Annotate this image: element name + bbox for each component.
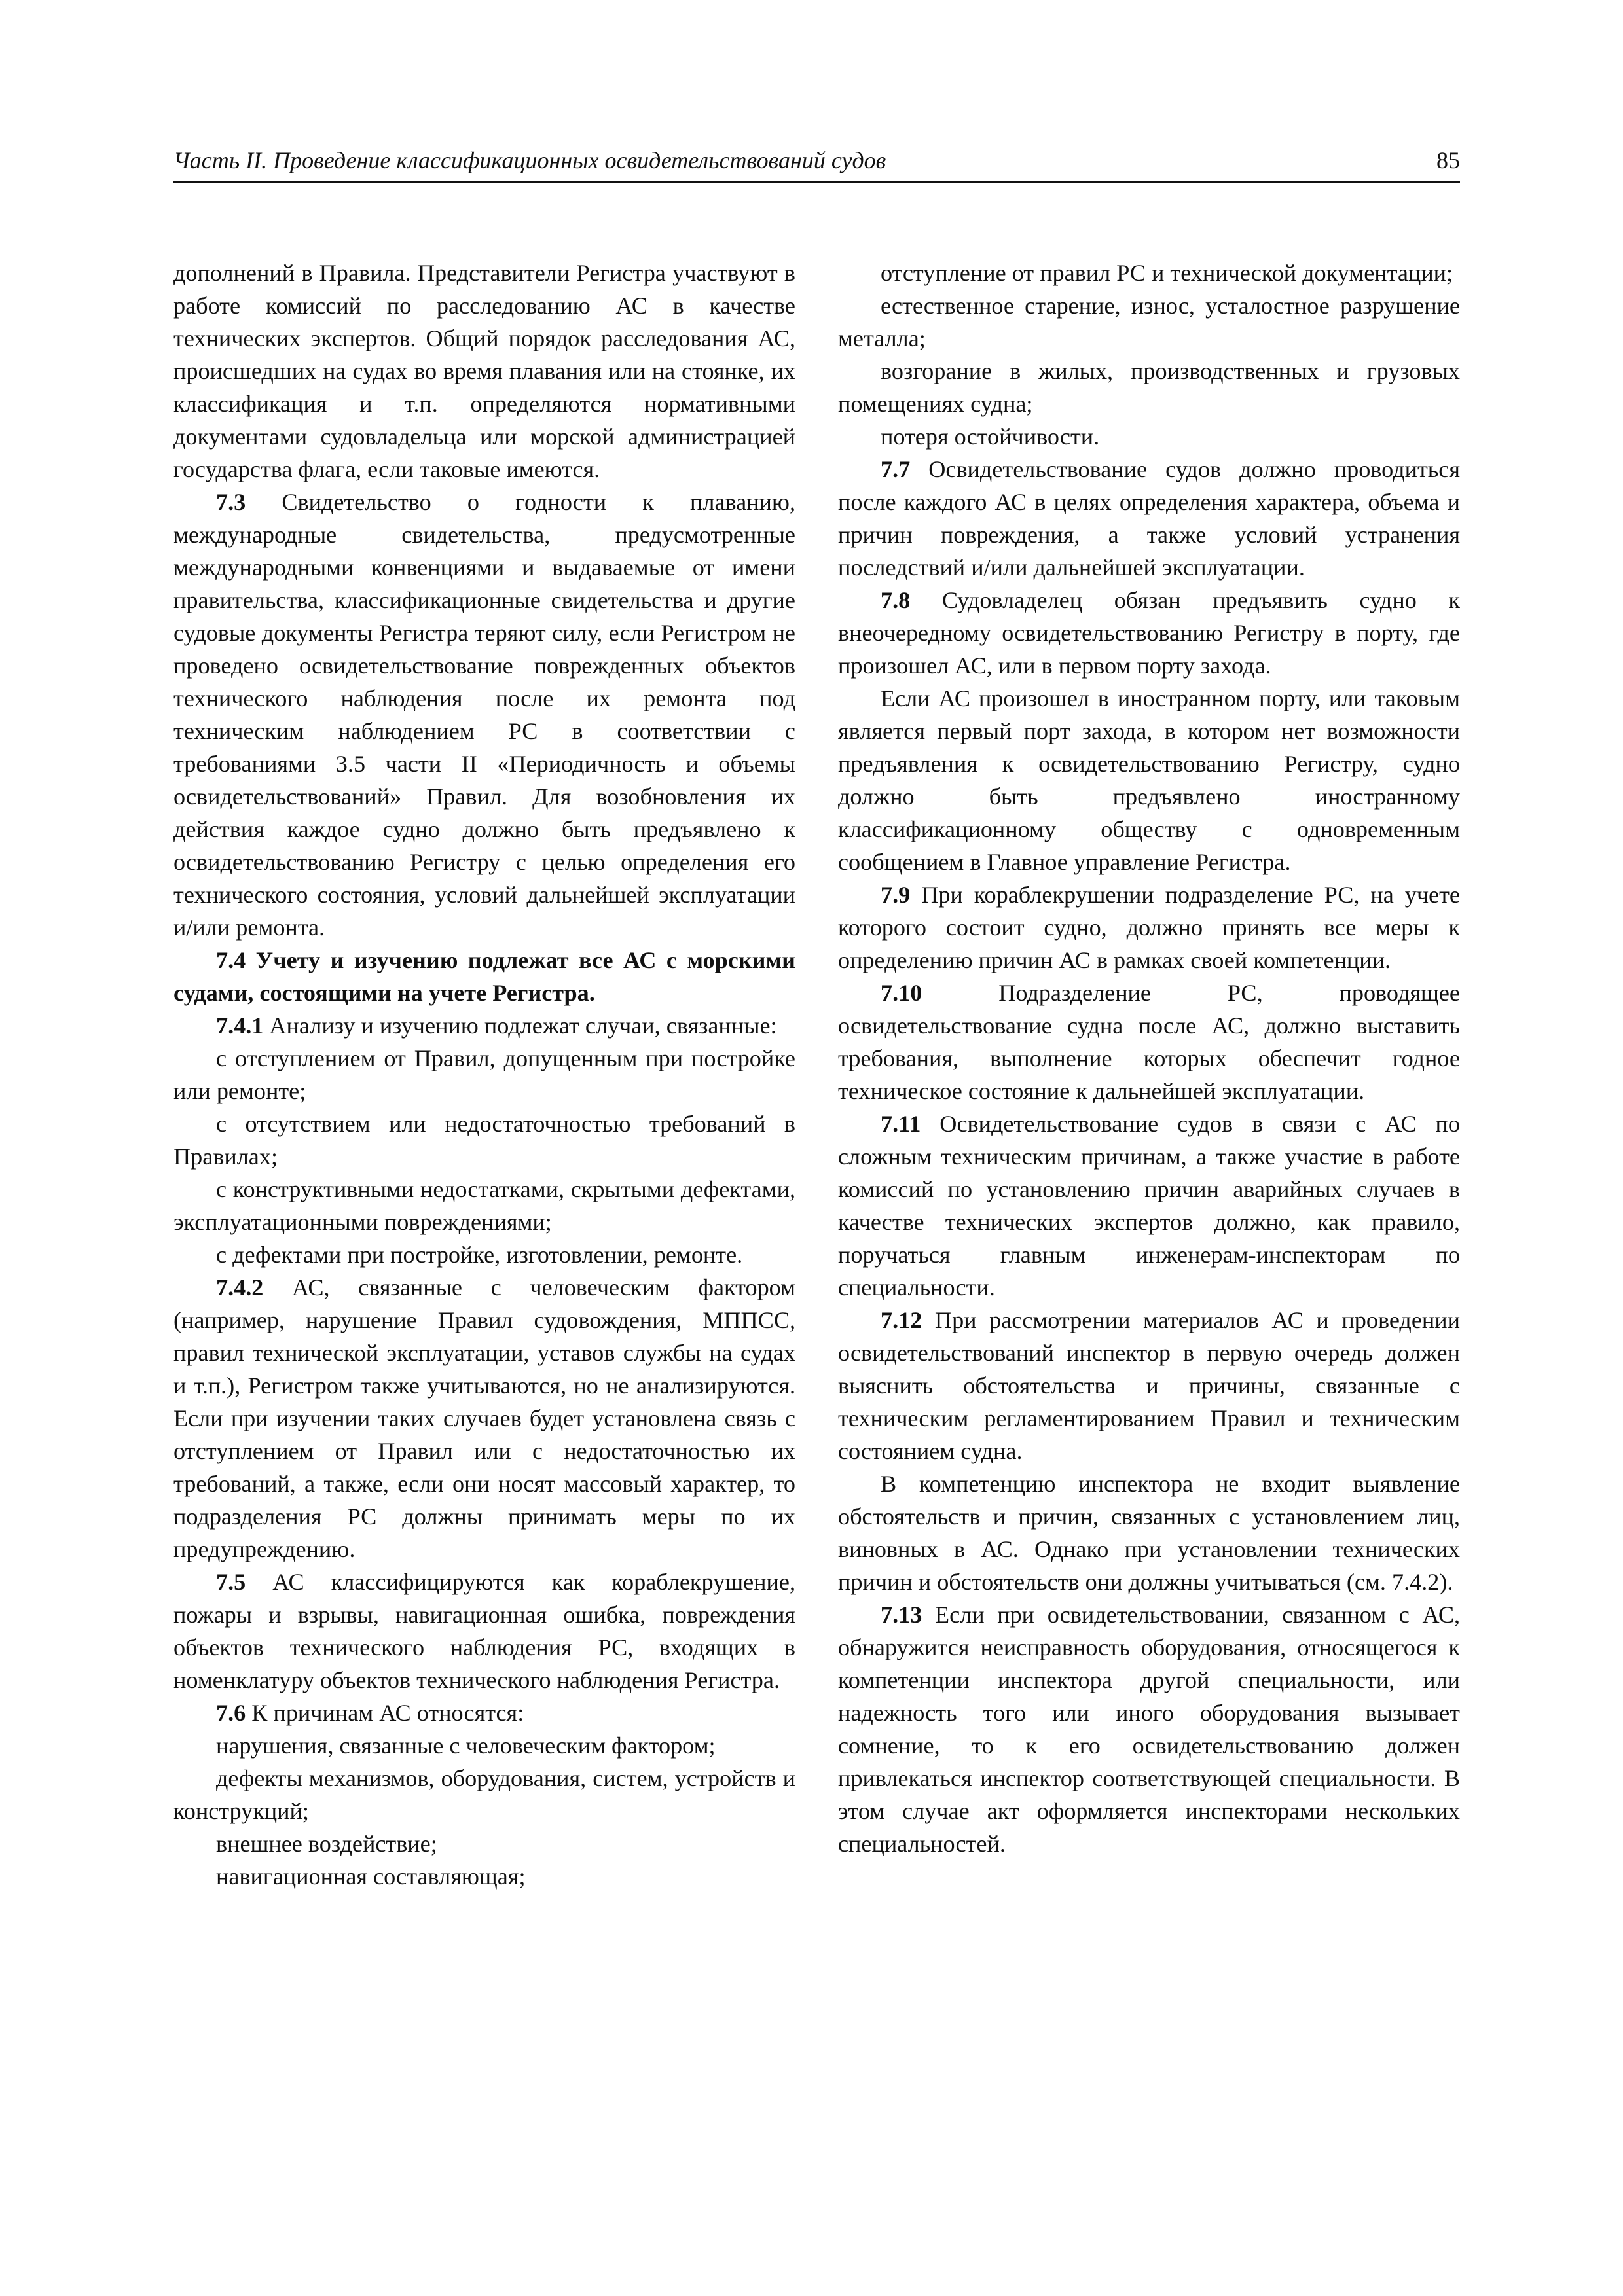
clause-number: 7.3 [216, 489, 246, 515]
list-item: навигационная составляющая; [216, 1863, 526, 1890]
left-column [173, 257, 795, 1893]
list-item: отступление от правил РС и технической документации; [881, 260, 1453, 286]
clause-number: 7.9 [881, 882, 911, 908]
list-item: естественное старение, износ, усталостное разрушение металла; [838, 293, 1460, 351]
list-item: возгорание в жилых, производственных и грузовых помещениях судна; [838, 358, 1460, 417]
paragraph-text: АС классифицируются как кораблекрушение, пожары и взрывы, навигационная ошибка, повреждения объектов технического наблюдения РС, входящих в номенклатуру объектов технического наблюдения Регистра. [173, 1569, 795, 1693]
clause-number: 7.10 [881, 980, 922, 1006]
list-item: с отсутствием или недостаточностью требований в Правилах; [173, 1111, 795, 1170]
paragraph-text: К причинам АС относятся: [246, 1700, 524, 1726]
list-item: с дефектами при постройке, изготовлении, ремонте. [216, 1242, 743, 1268]
paragraph-7-4 [173, 944, 795, 1009]
paragraph-7-3 [173, 486, 795, 944]
paragraph-7-5 [173, 1566, 795, 1696]
clause-number: 7.12 [881, 1307, 922, 1333]
list-item: потеря остойчивости. [881, 423, 1100, 450]
paragraph-text: При рассмотрении материалов АС и проведении освидетельствований инспектор в первую очередь должен выяснить обстоятельства и причины, связанные с техническим регламентированием Правил и техническим состоянием судна. [838, 1307, 1460, 1464]
paragraph-7-11 [838, 1107, 1460, 1304]
page-number: 85 [1436, 147, 1460, 173]
list-item: с отступлением от Правил, допущенным при постройке или ремонте; [173, 1045, 795, 1104]
clause-number: 7.4.1 [216, 1013, 264, 1039]
list-item: дефекты механизмов, оборудования, систем, устройств и конструкций; [173, 1765, 795, 1824]
clause-number: 7.11 [881, 1111, 921, 1137]
paragraph-text: Освидетельствование судов в связи с АС по сложным техническим причинам, а также участие в работе комиссий по установлению причин аварийных случаев в качестве технических экспертов должно, как правило, поручаться главным инженерам-инспекторам по специальности. [838, 1111, 1460, 1300]
paragraph-7-12 [838, 1304, 1460, 1467]
right-column [838, 257, 1460, 1860]
clause-number: 7.4.2 [216, 1274, 264, 1300]
clause-number: 7.8 [881, 587, 911, 613]
running-title: Часть II. Проведение классификационных освидетельствований судов [173, 147, 886, 173]
paragraph-7-4-2 [173, 1271, 795, 1566]
paragraph: дополнений в Правила. Представители Регистра участвуют в работе комиссий по расследованию АС в качестве технических экспертов. Общий порядок расследования АС, происшедших на судах во время плавания или на стоянке, их классификация и т.п. определяются нормативными документами судовладельца или морской администрацией государства флага, если таковые имеются. [173, 260, 795, 482]
paragraph: В компетенцию инспектора не входит выявление обстоятельств и причин, связанных с установлением лиц, виновных в АС. Однако при установлении технических причин и обстоятельств они должны учитываться (см. 7.4.2). [838, 1471, 1460, 1595]
paragraph-text: Освидетельствование судов должно проводиться после каждого АС в целях определения характера, объема и причин повреждения, а также условий устранения последствий и/или дальнейшей эксплуатации. [838, 456, 1460, 581]
clause-heading: 7.4 Учету и изучению подлежат все АС с морскими судами, состоящими на учете Регистра. [173, 947, 795, 1006]
paragraph-7-6 [173, 1696, 795, 1729]
paragraph-7-7 [838, 453, 1460, 584]
paragraph: Если АС произошел в иностранном порту, или таковым является первый порт захода, в котором нет возможности предъявления к освидетельствованию Регистру, судно должно быть предъявлено иностранному классификационному обществу с одновременным сообщением в Главное управление Регистра. [838, 685, 1460, 875]
paragraph-text: При кораблекрушении подразделение РС, на учете которого состоит судно, должно принять все меры к определению причин АС в рамках своей компетенции. [838, 882, 1460, 973]
paragraph-7-9 [838, 878, 1460, 977]
clause-number: 7.6 [216, 1700, 246, 1726]
paragraph-text: Судовладелец обязан предъявить судно к внеочередному освидетельствованию Регистру в порту, где произошел АС, или в первом порту захода. [838, 587, 1460, 679]
running-header [173, 143, 1460, 183]
paragraph-text: Если при освидетельствовании, связанном с АС, обнаружится неисправность оборудования, относящегося к компетенции инспектора другой специальности, или надежность того или иного оборудования вызывает сомнение, то к его освидетельствованию должен привлекаться инспектор соответствующей специальности. В этом случае акт оформляется инспекторами нескольких специальностей. [838, 1602, 1460, 1857]
list-item: внешнее воздействие; [216, 1831, 437, 1857]
paragraph-7-10 [838, 977, 1460, 1107]
clause-number: 7.7 [881, 456, 911, 482]
paragraph-7-13 [838, 1598, 1460, 1860]
clause-number: 7.5 [216, 1569, 246, 1595]
clause-number: 7.13 [881, 1602, 922, 1628]
list-item: нарушения, связанные с человеческим фактором; [216, 1732, 716, 1759]
paragraph-text: Анализу и изучению подлежат случаи, связанные: [263, 1013, 777, 1039]
list-item: с конструктивными недостатками, скрытыми дефектами, эксплуатационными повреждениями; [173, 1176, 795, 1235]
paragraph-7-4-1 [173, 1009, 795, 1042]
paragraph-text: Свидетельство о годности к плаванию, международные свидетельства, предусмотренные международными конвенциями и выдаваемые от имени правительства, классификационные свидетельства и другие судовые документы Регистра теряют силу, если Регистром не проведено освидетельствование поврежденных объектов технического наблюдения после их ремонта под техническим наблюдением РС в соответствии с требованиями 3.5 части II «Периодичность и объемы освидетельствований» Правил. Для возобновления их действия каждое судно должно быть предъявлено к освидетельствованию Регистру с целью определения его технического состояния, условий дальнейшей эксплуатации и/или ремонта. [173, 489, 795, 941]
paragraph-text: Подразделение РС, проводящее освидетельствование судна после АС, должно выставить требования, выполнение которых обеспечит годное техническое состояние к дальнейшей эксплуатации. [838, 980, 1460, 1104]
paragraph-7-8 [838, 584, 1460, 682]
paragraph-text: АС, связанные с человеческим фактором (например, нарушение Правил судовождения, МППСС, правил технической эксплуатации, уставов службы на судах и т.п.), Регистром также учитываются, но не анализируются. Если при изучении таких случаев будет установлена связь с отступлением от Правил или с недостаточностью их требований, а также, если они носят массовый характер, то подразделения РС должны принимать меры по их предупреждению. [173, 1274, 795, 1562]
